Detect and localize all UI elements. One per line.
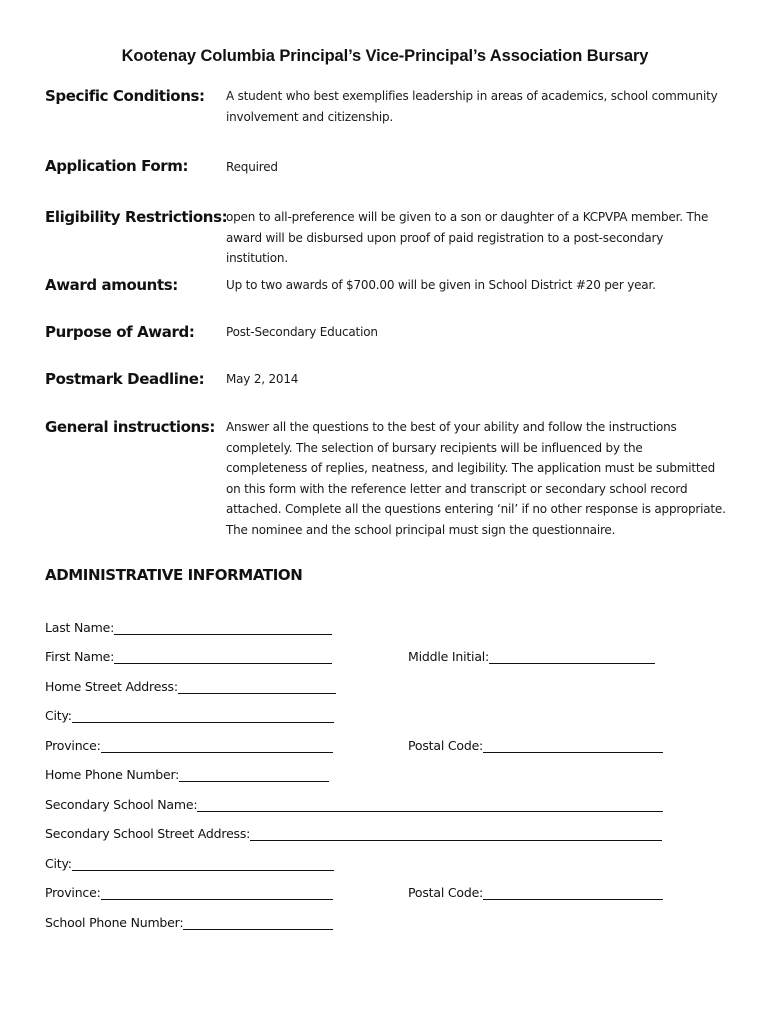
postal-code-underline — [483, 736, 663, 753]
application-form-label: Application Form: — [45, 157, 189, 175]
last-name-row — [45, 617, 332, 635]
general-instructions-value: Answer all the questions to the best of your ability and follow the instructions completely. The selection of bursary recipients will be influenced by the completeness of replies, neatness, and legibility. The application must be submitted on this form with the reference letter and transcript or secondary school record attached. Complete all the questions entering ‘nil’ if no other response is appropriate. The nominee and the school principal must sign the questionnaire. — [226, 420, 726, 537]
school-province-label: Province: — [45, 885, 101, 900]
city-underline — [72, 706, 334, 723]
school-postal-code-row — [408, 882, 663, 900]
school-name-underline — [197, 795, 663, 812]
school-phone-label: School Phone Number: — [45, 915, 184, 930]
purpose-of-award-label: Purpose of Award: — [45, 323, 195, 341]
specific-conditions-label: Specific Conditions: — [45, 87, 205, 105]
school-street-row — [45, 823, 662, 841]
middle-initial-input[interactable] — [489, 647, 655, 663]
school-postal-code-underline — [483, 883, 663, 900]
school-phone-input[interactable] — [183, 913, 333, 929]
first-name-row — [45, 646, 332, 664]
province-input[interactable] — [101, 736, 333, 752]
home-street-label: Home Street Address: — [45, 679, 178, 694]
school-city-row — [45, 853, 334, 871]
school-street-label: Secondary School Street Address: — [45, 826, 251, 841]
postal-code-label: Postal Code: — [408, 738, 484, 753]
school-postal-code-label: Postal Code: — [408, 885, 484, 900]
school-phone-row — [45, 912, 333, 930]
province-label: Province: — [45, 738, 101, 753]
school-name-row — [45, 794, 663, 812]
first-name-input[interactable] — [114, 647, 332, 663]
home-street-row — [45, 676, 336, 694]
middle-initial-label: Middle Initial: — [408, 649, 490, 664]
award-amounts-value: Up to two awards of $700.00 will be given in School District #20 per year. — [226, 278, 656, 292]
administrative-information-heading: ADMINISTRATIVE INFORMATION — [45, 566, 303, 584]
last-name-label: Last Name: — [45, 620, 115, 635]
home-street-input[interactable] — [178, 677, 336, 693]
province-underline — [101, 736, 333, 753]
school-province-input[interactable] — [101, 883, 333, 899]
general-instructions-label: General instructions: — [45, 418, 215, 436]
eligibility-restrictions-label: Eligibility Restrictions: — [45, 208, 228, 226]
home-phone-row — [45, 764, 329, 782]
school-phone-underline — [183, 913, 333, 930]
school-city-label: City: — [45, 856, 72, 871]
specific-conditions-value: A student who best exemplifies leadership in areas of academics, school community involvement and citizenship. — [226, 89, 718, 124]
middle-initial-underline — [489, 647, 655, 664]
application-form-value: Required — [226, 160, 278, 174]
first-name-underline — [114, 647, 332, 664]
postmark-deadline-value: May 2, 2014 — [226, 372, 299, 386]
award-amounts-label: Award amounts: — [45, 276, 178, 294]
province-row — [45, 735, 333, 753]
school-postal-code-input[interactable] — [483, 883, 663, 899]
school-street-input[interactable] — [250, 824, 662, 840]
home-phone-underline — [179, 765, 329, 782]
middle-initial-row — [408, 646, 655, 664]
document-title: Kootenay Columbia Principal’s Vice-Principal’s Association Bursary — [121, 47, 649, 65]
home-phone-input[interactable] — [179, 765, 329, 781]
eligibility-restrictions-value: open to all-preference will be given to a son or daughter of a KCPVPA member. The award will be disbursed upon proof of paid registration to a post-secondary institution. — [226, 210, 709, 265]
city-label: City: — [45, 708, 72, 723]
school-city-input[interactable] — [72, 854, 334, 870]
school-street-underline — [250, 824, 662, 841]
last-name-input[interactable] — [114, 618, 332, 634]
school-province-underline — [101, 883, 333, 900]
school-province-row — [45, 882, 333, 900]
city-row — [45, 705, 334, 723]
first-name-label: First Name: — [45, 649, 115, 664]
city-input[interactable] — [72, 706, 334, 722]
last-name-underline — [114, 618, 332, 635]
home-phone-label: Home Phone Number: — [45, 767, 180, 782]
home-street-underline — [178, 677, 336, 694]
school-name-input[interactable] — [197, 795, 663, 811]
postmark-deadline-label: Postmark Deadline: — [45, 370, 205, 388]
school-name-label: Secondary School Name: — [45, 797, 198, 812]
postal-code-row — [408, 735, 663, 753]
purpose-of-award-value: Post-Secondary Education — [226, 325, 378, 339]
postal-code-input[interactable] — [483, 736, 663, 752]
school-city-underline — [72, 854, 334, 871]
